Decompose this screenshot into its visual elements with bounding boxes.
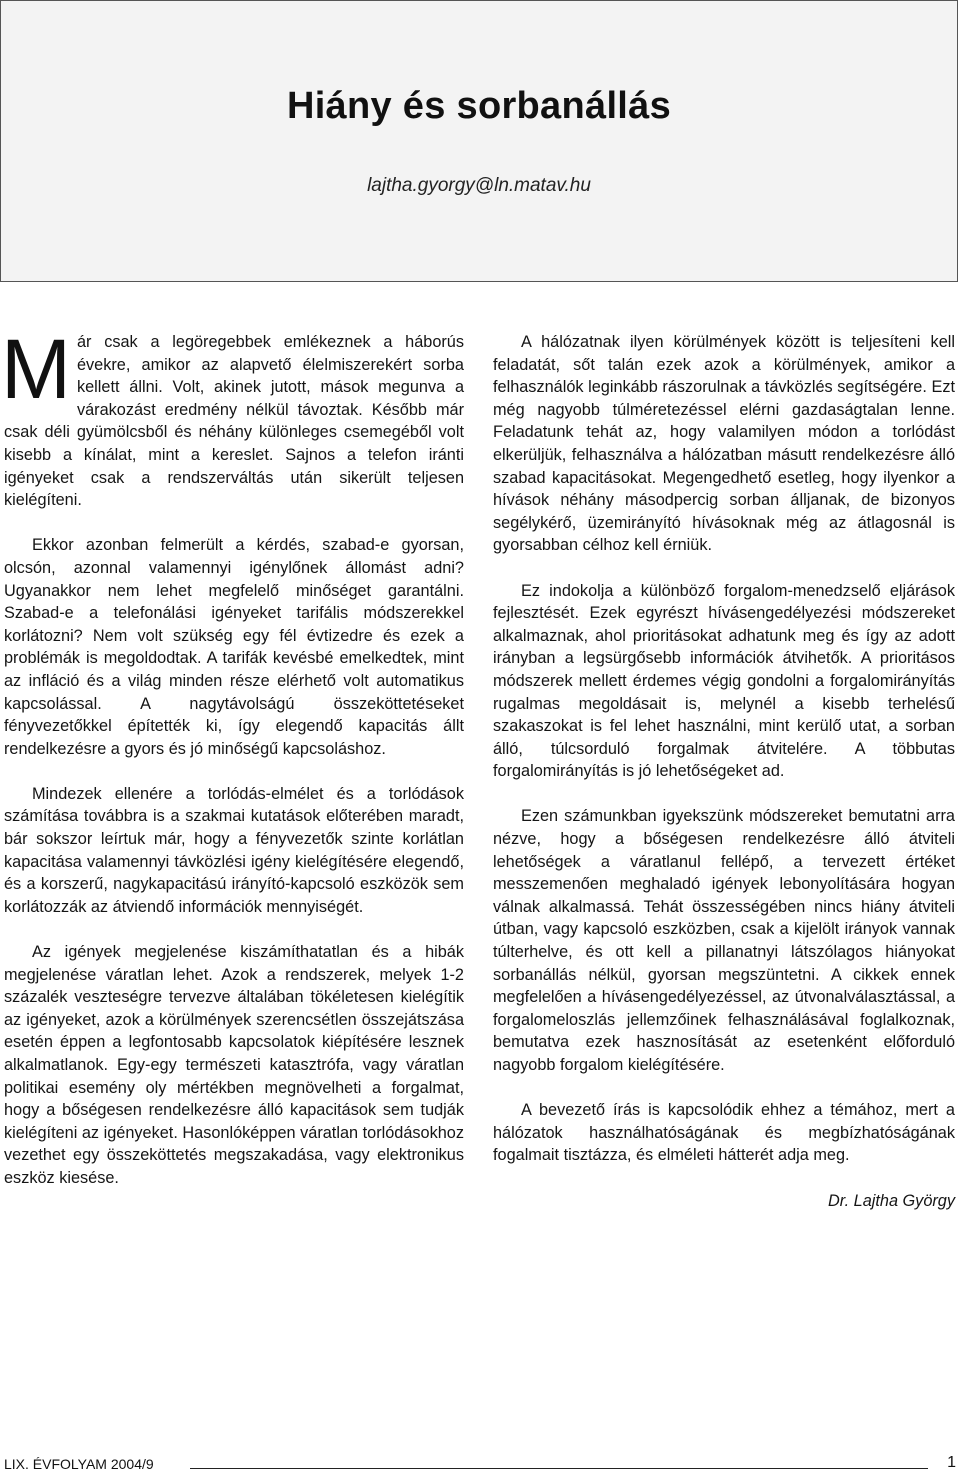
paragraph-6: Ez indokolja a különböző forgalom-menedzselő eljárások fejlesztését. Ezek egyrészt hívásengedélyezési módszereket alkalmaznak, ahol prioritásokat adhatunk meg és így az adott irányban a legsürgősebb információk átvihetők. A prioritásos módszerek mellett érdemes végig gondolni a forgalomirányítás rugalmas megoldásait is, melynél a kisebb terhelésű szakaszokat is fel lehet használni, mint kerülő utat, a sorban álló, túlcsorduló forgalmak átvitelére. A többutas forgalomirányítás is jó lehetőségeket ad. — [493, 581, 955, 781]
title-banner — [0, 0, 958, 282]
author-signature: Dr. Lajtha György — [828, 1191, 955, 1210]
paragraph-1-text: ár csak a legöregebbek emlékeznek a háborús évekre, amikor az alapvető élelmiszerekért sorba kellett állni. Volt, akinek jutott, mások megunva a várakozást eredmény nélkül távoztak. Később már csak déli gyümölcsből és néhány különleges csemegéből volt kisebb a kínálat, mint a kereslet. Sajnos a telefon iránti igényeket csak a rendszerváltás után sikerült teljesen kielégíteni. — [4, 333, 464, 510]
footer-rule — [190, 1468, 928, 1469]
paragraph-3: Mindezek ellenére a torlódás-elmélet és a torlódások számítása továbbra is a szakmai kutatások előterében maradt, bár sokszor leírtuk már, hogy a fényvezetők szinte korlátlan kapacitása valamennyi távközlési igény kielégítésére elegendő, és a korszerű, nagykapacitású irányító-kapcsoló eszközök sem korlátozzák az átviendő információk mennyiségét. — [4, 784, 464, 916]
drop-cap: M — [1, 322, 71, 416]
page-title: Hiány és sorbanállás — [286, 85, 672, 127]
page-number: 1 — [947, 1454, 956, 1471]
page-footer — [4, 1452, 956, 1474]
left-column — [1, 322, 464, 1212]
author-email: lajtha.gyorgy@ln.matav.hu — [367, 175, 591, 196]
paragraph-8: A bevezető írás is kapcsolódik ehhez a témához, mert a hálózatok használhatóságának és megbízhatóságának fogalmait tisztázza, és elméleti hátterét adja meg. — [493, 1101, 955, 1165]
volume-label: LIX. ÉVFOLYAM 2004/9 — [4, 1456, 154, 1472]
paragraph-4: Az igények megjelenése kiszámíthatatlan és a hibák megjelenése váratlan lehet. Azok a rendszerek, melyek 1-2 százalék veszteségre tervezve általában tökéletesen kielégítik az igényeket, azok a körülmények szerencsétlen összejátszása esetén éppen a legfontosabb kapcsolatok kiépítésére lesznek alkalmatlanok. Egy-egy természeti katasztrófa, vagy váratlan politikai esemény oly mértékben megnövelheti a forgalmat, hogy a bőségesen rendelkezésre álló kapacitások sem tudják kielégíteni az igényeket. Hasonlóképpen váratlan torlódásokhoz vezethet egy összeköttetés megszakadása, vagy elektronikus eszköz kiesése. — [4, 943, 464, 1187]
paragraph-7: Ezen számunkban igyekszünk módszereket bemutatni arra nézve, hogy a bőségesen rendelkezésre álló átviteli lehetőségek a váratlanul fellépő, a tervezett értéket messzemenően meghaladó igények lebonyolítására hogyan válnak alkalmassá. Tehát összességében nincs hiány átviteli útban, vagy kapcsoló eszközben, csak a kijelölt irányok vannak túlterhelve, és ott kell a pillanatnyi látszólagos hiányokat sorbanállás nélkül, gyorsan megszüntetni. A cikkek ennek megfelelően a hívásengedélyezéssel, az útvonalválasztással, a forgalomeloszlás jellemzőinek felhasználásával foglalkoznak, bemutatva ezek hasznosítását az esetenként előforduló nagyobb forgalom kielégítésére. — [493, 807, 955, 1074]
paragraph-2: Ekkor azonban felmerült a kérdés, szabad-e gyorsan, olcsón, azonnal valamennyi igénylőnek állomást adni? Ugyanakkor nem lehet megfelelő minőséget garantálni. Szabad-e a telefonálási igényeket tarifális módszerekkel korlátozni? Nem volt szükség egy fél évtizedre és ezek a problémák is megoldodtak. A tarifák kevésbé emelkedtek, mint az infláció és a világ minden része elérhető volt automatikus kapcsolással. A nagytávolságú összeköttetéseket fényvezetőkkel építették ki, így elegendő kapacitás állt rendelkezésre a gyors és jó minőségű kapcsoláshoz. — [4, 536, 464, 758]
right-column — [493, 331, 955, 1235]
paragraph-5: A hálózatnak ilyen körülmények között is teljesíteni kell feladatát, sőt talán ezek azok a körülmények, amikor a felhasználók leginkább rászorulnak a távközlés segítségére. Ezt még nagyobb túlméretezéssel elérni gazdaságtalan lenne. Feladatunk tehát az, hogy valamilyen módon a torlódást elkerüljük, felhasználva a hálózatban másutt rendelkezésre álló szabad kapacitásokat. Megengedhető esetleg, hogy ilyenkor a hívások néhány másodpercig sorban álljanak, de bizonyos segélykérő, üzemirányító hívásoknak még az átlagosnál is gyorsabban célhoz kell érniük. — [493, 333, 955, 555]
paragraph-1 — [1, 322, 464, 512]
